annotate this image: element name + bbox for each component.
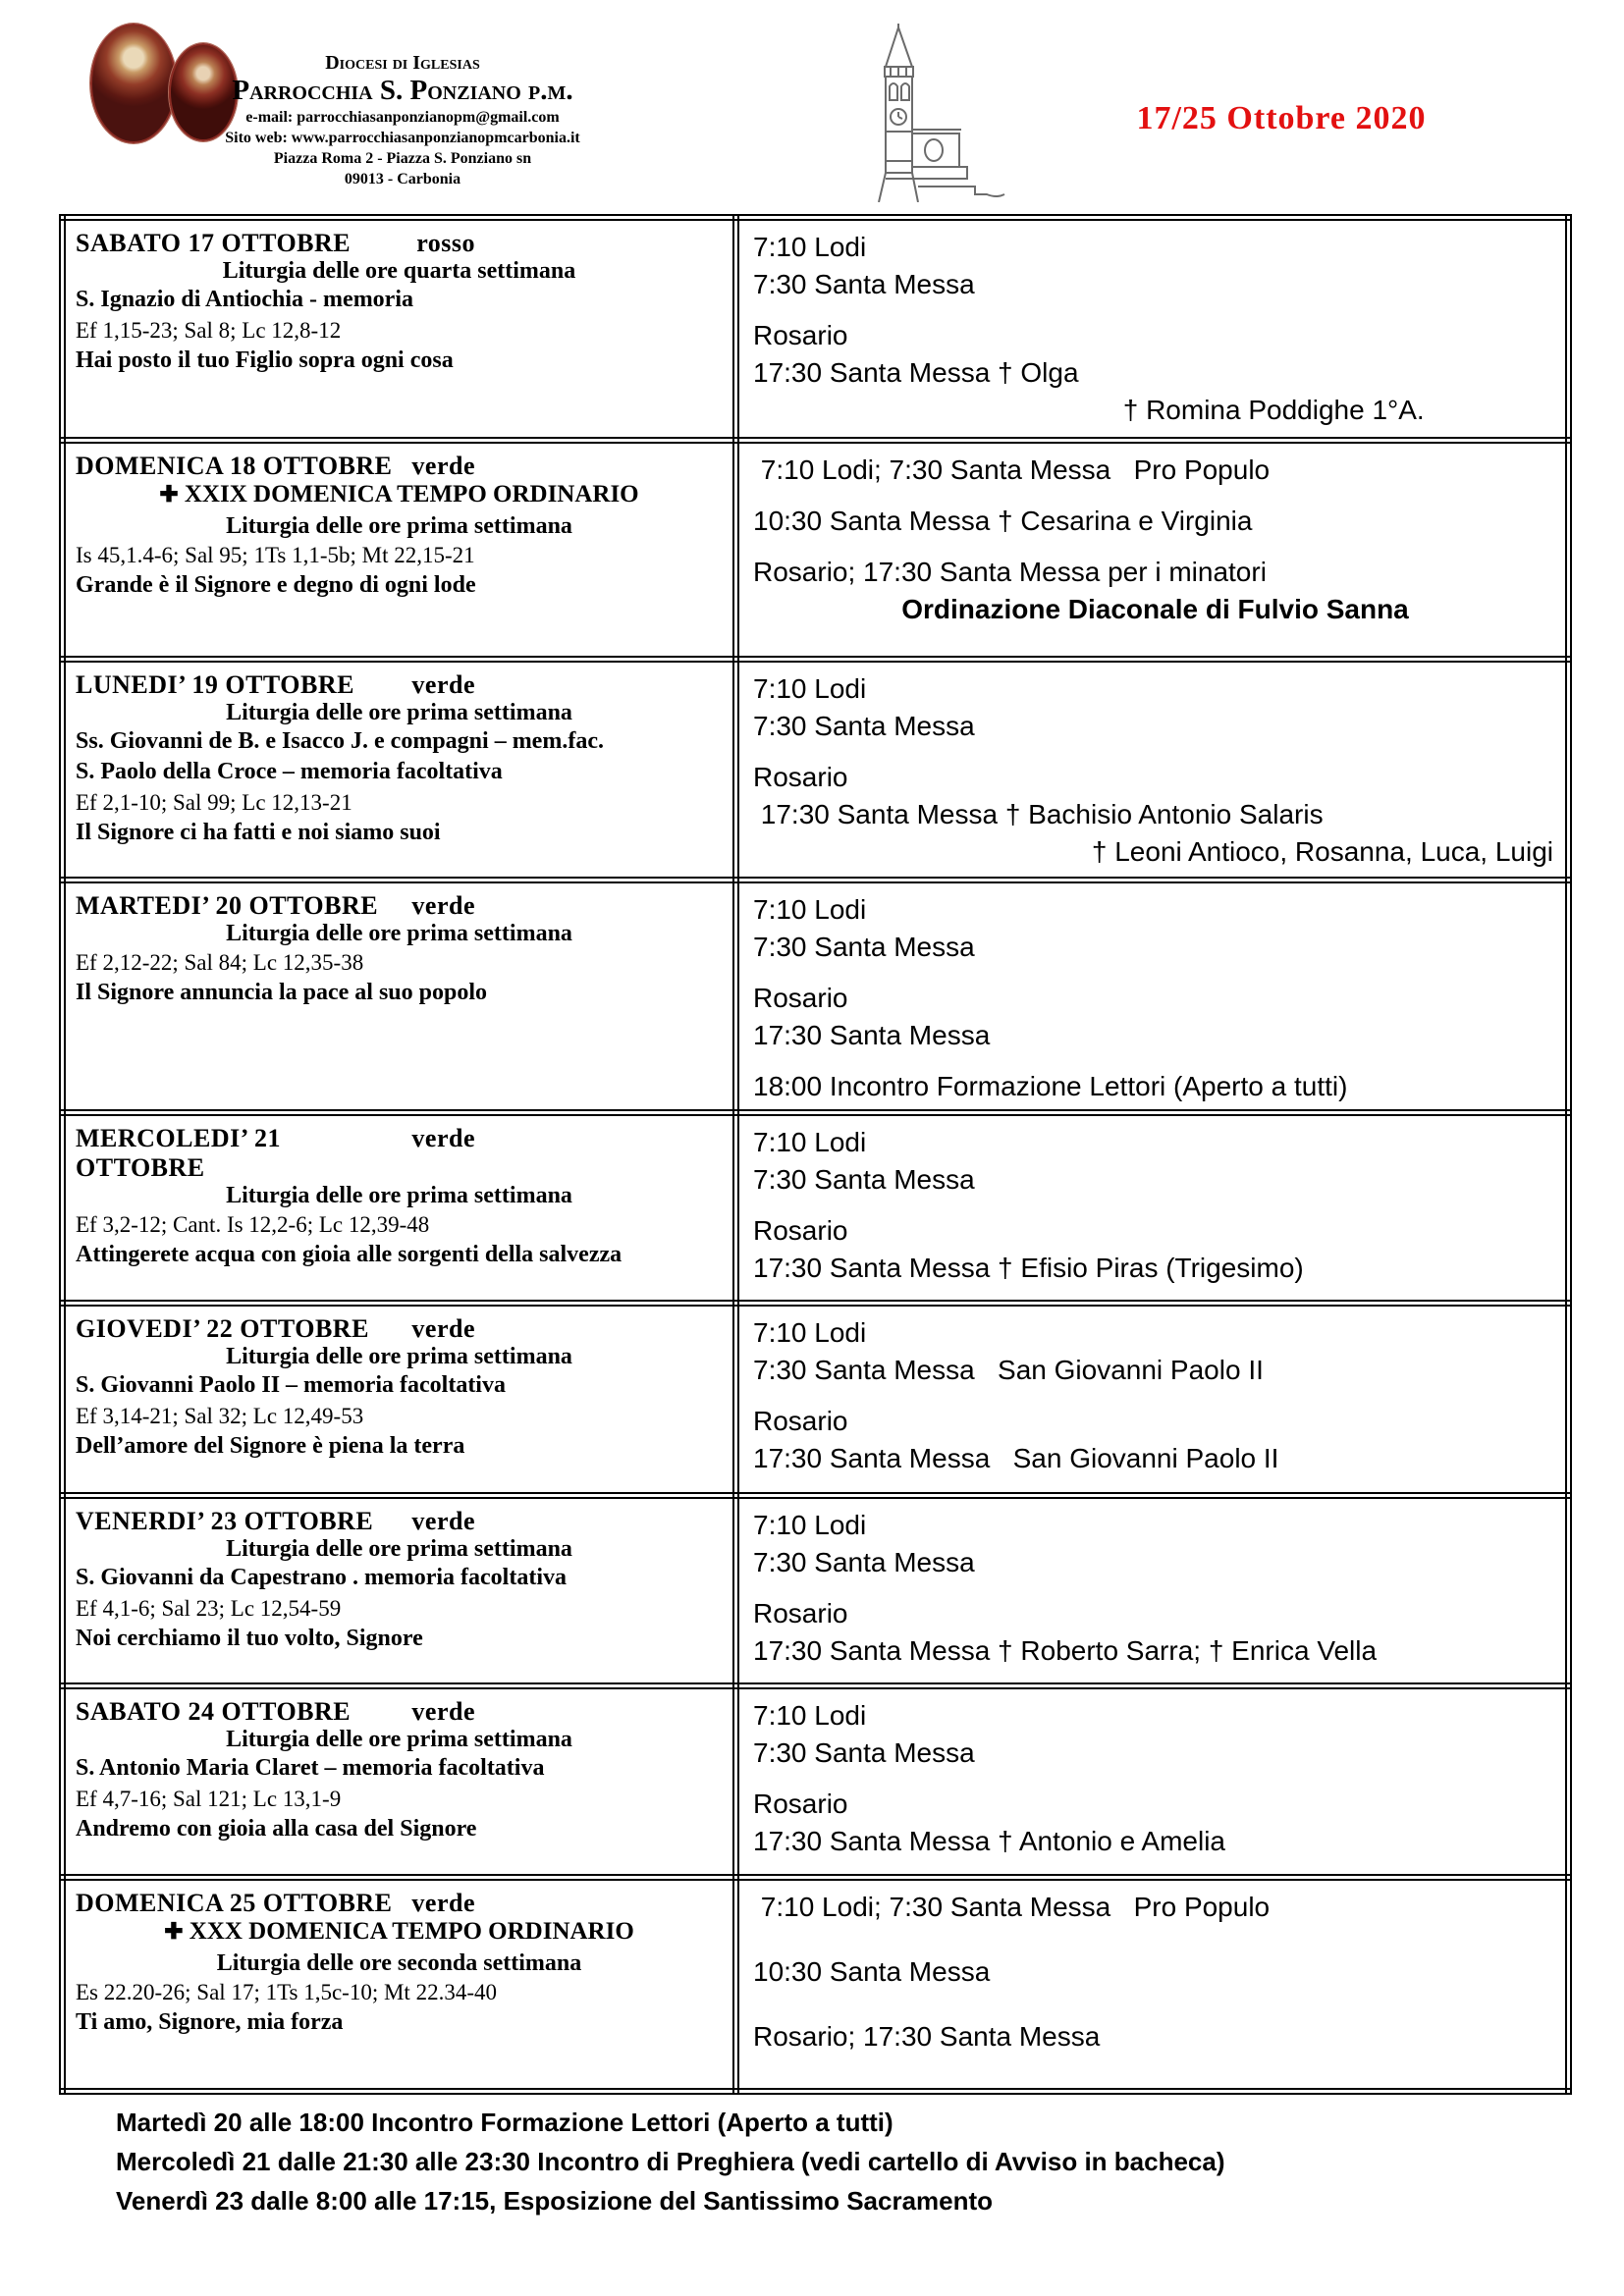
day-row [63,1878,1569,2092]
day-name: MARTEDI’ 20 OTTOBRE [76,891,379,920]
liturgy-week-line: Liturgia delle ore seconda settimana [216,1950,582,1976]
liturgical-color: verde [411,1124,475,1152]
day-info-cell [63,1113,736,1304]
day-title-row [76,1314,723,1344]
day-title-row [76,229,723,258]
diocese-name: Diocesi di Iglesias [325,52,480,74]
day-title-row [76,891,723,921]
note-line: Martedì 20 alle 18:00 Incontro Formazione Lettori (Aperto a tutti) [116,2108,893,2137]
schedule-line: 17:30 Santa Messa † Antonio e Amelia [753,1826,1225,1856]
day-schedule-cell [736,1878,1569,2092]
schedule-line: † Romina Poddighe 1°A. [1122,395,1425,425]
antiphon-line: Noi cerchiamo il tuo volto, Signore [76,1626,423,1651]
saint-line: S. Paolo della Croce – memoria facoltativa [76,759,503,784]
day-title-row [76,670,723,700]
schedule-line: 7:10 Lodi [753,1510,867,1540]
readings-line: Ef 3,2-12; Cant. Is 12,2-6; Lc 12,39-48 [76,1212,430,1237]
feast-title [76,481,723,508]
parish-website: Sito web: www.parrocchiasanponzianopmcarbonia.it [225,130,580,146]
schedule-line: 7:10 Lodi [753,1700,867,1731]
schedule-line: Rosario [753,1598,848,1629]
schedule-line: Rosario; 17:30 Santa Messa per i minatori [753,557,1267,587]
day-row [63,1304,1569,1496]
day-row [63,218,1569,441]
schedule-line: 17:30 Santa Messa † Roberto Sarra; † Enrica Vella [753,1635,1378,1666]
weekly-notes [116,2103,1569,2220]
schedule-line: 17:30 Santa Messa † Olga [753,357,1079,388]
schedule-line: Rosario [753,1215,848,1246]
schedule-line: 7:30 Santa Messa [753,1547,975,1577]
day-title-row [76,1124,723,1183]
readings-line: Ef 2,12-22; Sal 84; Lc 12,35-38 [76,950,364,975]
antiphon-line: Andremo con gioia alla casa del Signore [76,1816,477,1842]
schedule-gap [753,1054,1557,1068]
day-schedule-cell [736,1686,1569,1878]
liturgy-week-line: Liturgia delle ore prima settimana [226,1183,572,1208]
parish-address: Piazza Roma 2 - Piazza S. Ponziano sn [273,150,532,167]
schedule-line: Rosario [753,762,848,792]
note-line: Mercoledì 21 dalle 21:30 alle 23:30 Incontro di Preghiera (vedi cartello di Avviso in bacheca) [116,2147,1225,2176]
day-row [63,1686,1569,1878]
schedule-gap [753,489,1557,503]
antiphon-line: Il Signore ci ha fatti e noi siamo suoi [76,820,441,845]
schedule-line: 7:10 Lodi [753,673,867,704]
weekly-calendar-table [59,214,1572,2095]
day-schedule-cell [736,1304,1569,1496]
saint-line: S. Giovanni da Capestrano . memoria facoltativa [76,1565,567,1590]
liturgy-week-line: Liturgia delle ore prima settimana [226,1536,572,1562]
liturgical-color: verde [411,891,475,920]
cross-icon: ✚ [159,482,179,507]
bell-tower-sketch [859,24,1016,202]
day-schedule-cell [736,881,1569,1113]
antiphon-line: Hai posto il tuo Figlio sopra ogni cosa [76,347,454,373]
cross-icon: ✚ [164,1919,184,1944]
day-title-row [76,1507,723,1536]
schedule-gap [753,1199,1557,1212]
day-name: GIOVEDI’ 22 OTTOBRE [76,1314,369,1343]
schedule-gap [753,1581,1557,1595]
day-row [63,881,1569,1113]
day-name: SABATO 17 OTTOBRE [76,229,352,257]
saint-line: S. Ignazio di Antiochia - memoria [76,287,414,312]
antiphon-line: Dell’amore del Signore è piena la terra [76,1433,465,1459]
day-info-cell [63,1686,736,1878]
schedule-line: 17:30 Santa Messa San Giovanni Paolo II [753,1443,1279,1473]
day-schedule-cell [736,660,1569,881]
schedule-line: 7:10 Lodi [753,894,867,925]
readings-line: Is 45,1.4-6; Sal 95; 1Ts 1,1-5b; Mt 22,15-21 [76,543,475,567]
liturgy-week-line: Liturgia delle ore prima settimana [226,1727,572,1752]
day-title-row [76,452,723,481]
note-line: Venerdì 23 dalle 8:00 alle 17:15, Esposizione del Santissimo Sacramento [116,2186,994,2216]
day-schedule-cell [736,218,1569,441]
schedule-line: 7:10 Lodi [753,1127,867,1157]
parish-info-block [201,51,604,189]
liturgy-week-line: Liturgia delle ore prima settimana [226,513,572,539]
saint-ponziano-portrait-image [90,24,177,143]
feast-text: XXX DOMENICA TEMPO ORDINARIO [189,1918,634,1945]
day-name: SABATO 24 OTTOBRE [76,1697,352,1726]
schedule-line: 7:30 Santa Messa [753,932,975,962]
antiphon-line: Il Signore annuncia la pace al suo popolo [76,980,487,1005]
day-schedule-cell [736,1496,1569,1686]
antiphon-line: Grande è il Signore e degno di ogni lode [76,572,476,598]
date-range: 17/25 Ottobre 2020 [1136,100,1427,136]
antiphon-line: Attingerete acqua con gioia alle sorgenti della salvezza [76,1242,623,1267]
bulletin-header [0,0,1624,214]
schedule-line: 17:30 Santa Messa [753,1020,991,1050]
schedule-line: 7:10 Lodi; 7:30 Santa Messa Pro Populo [753,1892,1271,1922]
schedule-line: Rosario [753,1406,848,1436]
schedule-gap [753,1991,1557,2018]
day-name: DOMENICA 18 OTTOBRE [76,452,393,480]
liturgy-week-line: Liturgia delle ore quarta settimana [222,258,576,284]
schedule-line: 7:10 Lodi [753,232,867,262]
day-row [63,660,1569,881]
antiphon-line: Ti amo, Signore, mia forza [76,2009,344,2035]
liturgy-week-line: Liturgia delle ore prima settimana [226,1344,572,1369]
day-name: VENERDI’ 23 OTTOBRE [76,1507,374,1535]
schedule-line: 17:30 Santa Messa † Bachisio Antonio Salaris [753,799,1324,829]
readings-line: Ef 4,7-16; Sal 121; Lc 13,1-9 [76,1787,342,1811]
schedule-line: † Leoni Antioco, Rosanna, Luca, Luigi [1091,836,1553,867]
day-info-cell [63,441,736,660]
schedule-gap [753,1772,1557,1786]
liturgical-color: verde [411,1889,475,1917]
parish-name: Parrocchia S. Ponziano p.m. [232,75,573,106]
day-schedule-cell [736,441,1569,660]
schedule-line: 7:30 Santa Messa [753,269,975,299]
schedule-line: Ordinazione Diaconale di Fulvio Sanna [901,594,1409,624]
liturgy-week-line: Liturgia delle ore prima settimana [226,700,572,725]
day-info-cell [63,881,736,1113]
day-schedule-cell [736,1113,1569,1304]
day-name: DOMENICA 25 OTTOBRE [76,1889,393,1917]
liturgical-color: verde [411,452,475,480]
schedule-line: Rosario [753,1789,848,1819]
day-name: LUNEDI’ 19 OTTOBRE [76,670,354,699]
day-info-cell [63,1496,736,1686]
schedule-gap [753,1926,1557,1953]
schedule-line: Rosario [753,320,848,350]
readings-line: Ef 2,1-10; Sal 99; Lc 12,13-21 [76,790,352,815]
liturgical-color: rosso [416,229,475,257]
schedule-gap [753,1389,1557,1403]
day-name: MERCOLEDI’ 21 OTTOBRE [76,1124,281,1182]
saint-line: Ss. Giovanni de B. e Isacco J. e compagni – mem.fac. [76,728,604,754]
schedule-line: 7:30 Santa Messa San Giovanni Paolo II [753,1355,1264,1385]
schedule-line: 7:30 Santa Messa [753,1164,975,1195]
liturgical-color: verde [411,1507,475,1535]
schedule-line: 7:10 Lodi [753,1317,867,1348]
liturgical-color: verde [411,1697,475,1726]
readings-line: Ef 1,15-23; Sal 8; Lc 12,8-12 [76,318,342,343]
feast-title [76,1918,723,1946]
schedule-line: 7:10 Lodi; 7:30 Santa Messa Pro Populo [753,454,1271,485]
schedule-line: 17:30 Santa Messa † Efisio Piras (Trigesimo) [753,1253,1304,1283]
schedule-gap [753,745,1557,759]
day-title-row [76,1697,723,1727]
day-info-cell [63,218,736,441]
schedule-line: 10:30 Santa Messa [753,1956,991,1987]
liturgy-week-line: Liturgia delle ore prima settimana [226,921,572,946]
day-row [63,1113,1569,1304]
schedule-gap [753,966,1557,980]
day-row [63,441,1569,660]
schedule-line: Rosario [753,983,848,1013]
feast-text: XXIX DOMENICA TEMPO ORDINARIO [184,481,639,507]
day-info-cell [63,1878,736,2092]
readings-line: Ef 4,1-6; Sal 23; Lc 12,54-59 [76,1596,342,1621]
day-title-row [76,1889,723,1918]
liturgical-color: verde [411,1314,475,1343]
readings-line: Es 22.20-26; Sal 17; 1Ts 1,5c-10; Mt 22.34-40 [76,1980,497,2004]
schedule-line: Rosario; 17:30 Santa Messa [753,2021,1101,2052]
schedule-line: 10:30 Santa Messa † Cesarina e Virginia [753,506,1253,536]
day-info-cell [63,660,736,881]
saint-line: S. Giovanni Paolo II – memoria facoltativa [76,1372,506,1398]
saint-line: S. Antonio Maria Claret – memoria facoltativa [76,1755,545,1781]
liturgical-color: verde [411,670,475,699]
day-row [63,1496,1569,1686]
schedule-line: 7:30 Santa Messa [753,711,975,741]
day-info-cell [63,1304,736,1496]
readings-line: Ef 3,14-21; Sal 32; Lc 12,49-53 [76,1404,364,1428]
parish-email: e-mail: parrocchiasanponzianopm@gmail.com [245,109,560,126]
parish-postal-city: 09013 - Carbonia [344,171,461,187]
schedule-line: 7:30 Santa Messa [753,1737,975,1768]
schedule-gap [753,540,1557,554]
schedule-gap [753,303,1557,317]
schedule-line: 18:00 Incontro Formazione Lettori (Aperto a tutti) [753,1071,1348,1101]
